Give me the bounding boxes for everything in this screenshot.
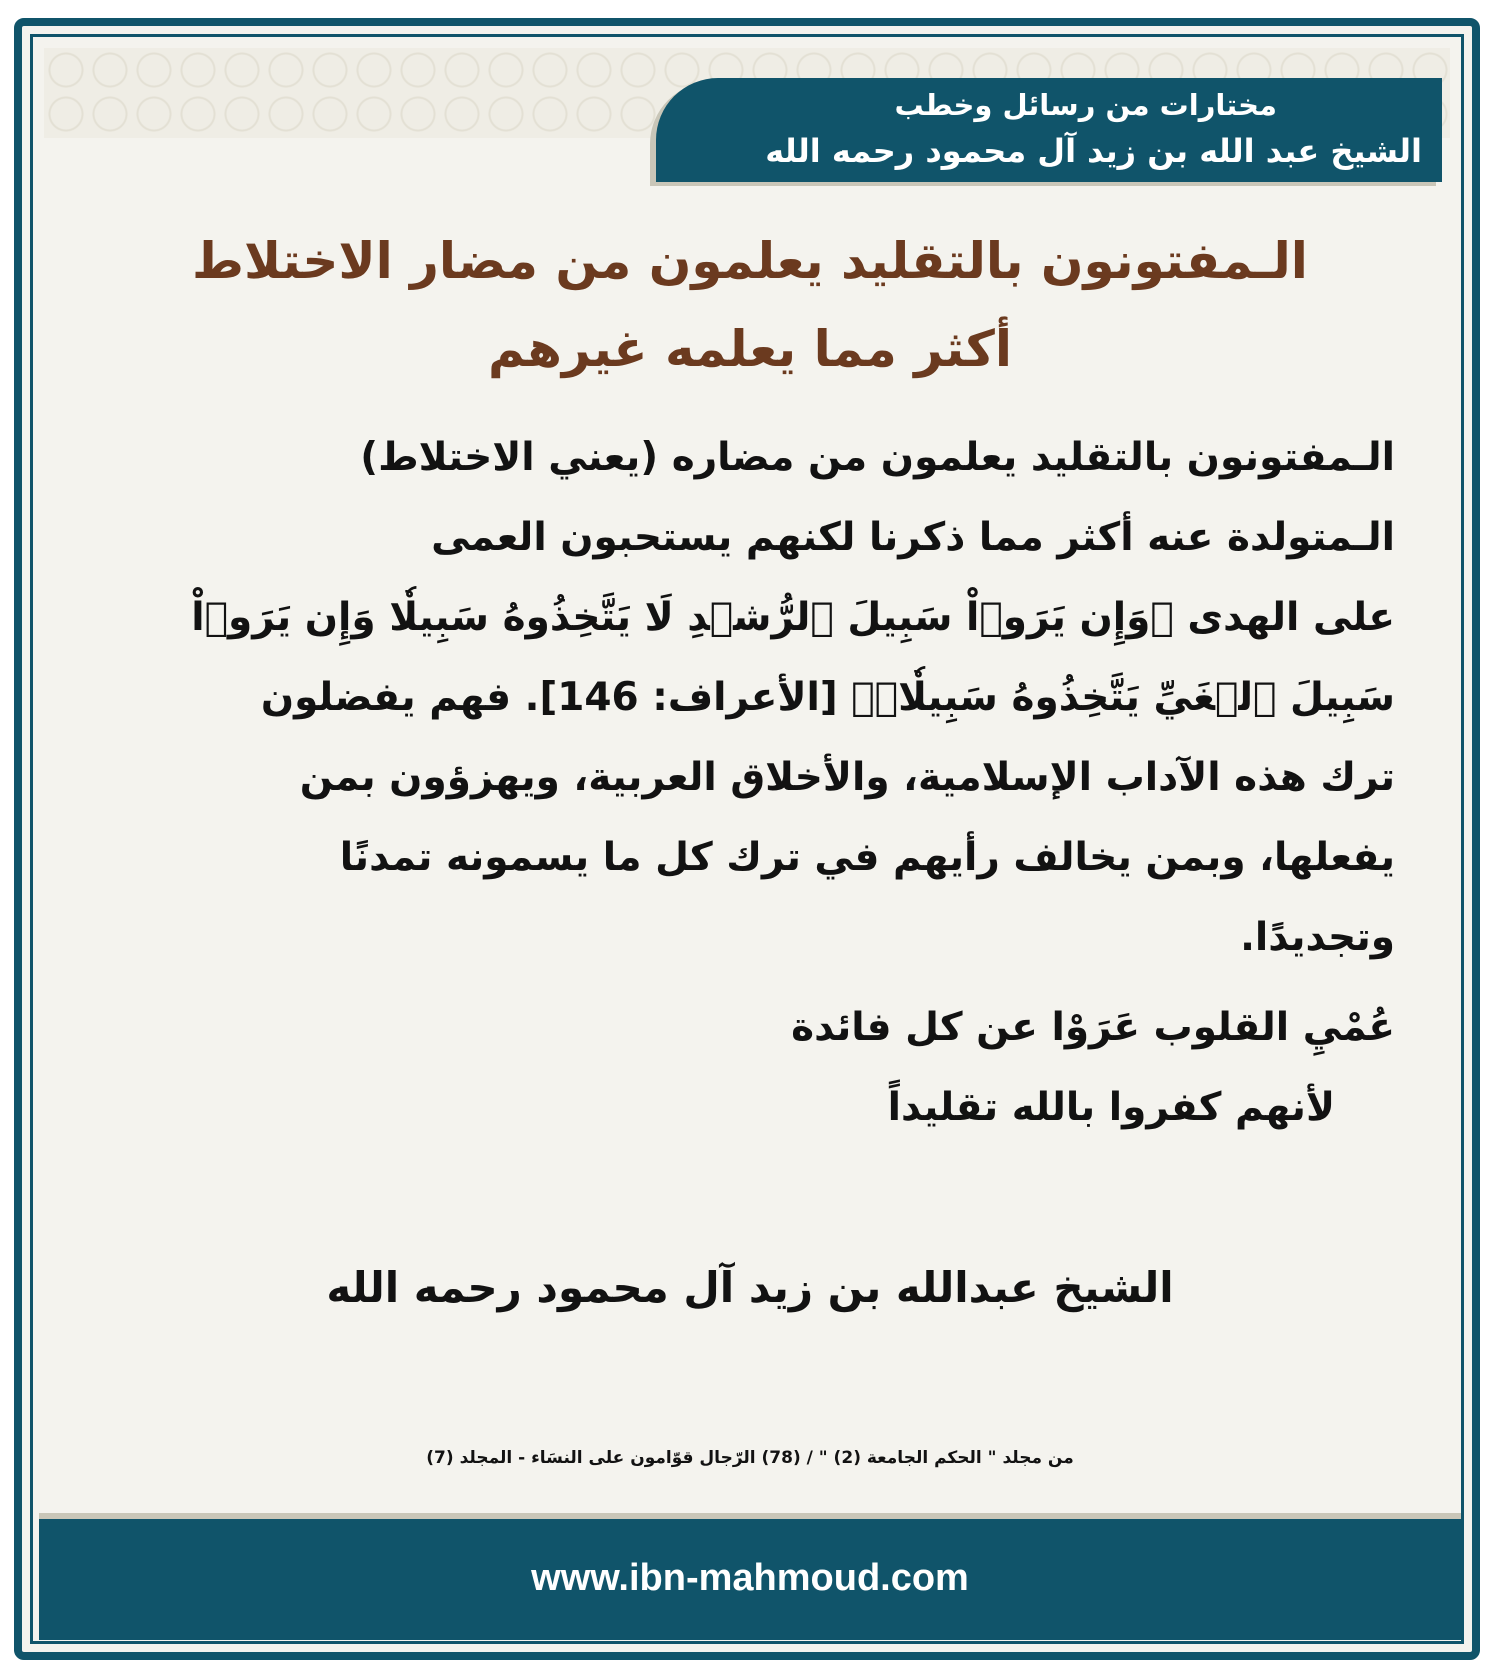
body-line-3: على الهدى ﴿وَإِن يَرَوۡاْ سَبِيلَ ٱلرُّشۡدِ لَا يَتَّخِذُوهُ سَبِيلٗا وَإِن يَرَوۡاْ xyxy=(191,595,1395,640)
header-banner xyxy=(656,78,1442,182)
header-author: الشيخ عبد الله بن زيد آل محمود رحمه الله xyxy=(765,132,1422,170)
article-title-line-2: أكثر مما يعلمه غيرهم xyxy=(488,320,1012,378)
body-line-4: سَبِيلَ ٱلۡغَيِّ يَتَّخِذُوهُ سَبِيلٗاۚ﴾ [الأعراف: 146]. فهم يفضلون xyxy=(260,675,1395,720)
article-title-line-1: الـمفتونون بالتقليد يعلمون من مضار الاختلاط xyxy=(192,232,1308,290)
footer-bar xyxy=(39,1513,1461,1640)
author-signature: الشيخ عبدالله بن زيد آل محمود رحمه الله xyxy=(326,1263,1174,1312)
website-link[interactable]: www.ibn-mahmoud.com xyxy=(531,1557,969,1599)
body-line-5: ترك هذه الآداب الإسلامية، والأخلاق العربية، ويهزؤون بمن xyxy=(299,755,1395,800)
body-line-1: الـمفتونون بالتقليد يعلمون من مضاره (يعني الاختلاط) xyxy=(360,435,1395,480)
header-series-title: مختارات من رسائل وخطب xyxy=(894,88,1277,122)
source-citation: من مجلد " الحكم الجامعة (2) " / (78) الرّجال قوّامون على النسَاء - المجلد (7) xyxy=(426,1448,1074,1468)
body-line-7: وتجديدًا. xyxy=(1240,915,1395,960)
body-line-6: يفعلها، وبمن يخالف رأيهم في ترك كل ما يسمونه تمدنًا xyxy=(339,835,1395,880)
poem-verse-1: عُمْيِ القلوب عَرَوْا عن كل فائدة xyxy=(791,1005,1395,1050)
poem-verse-2: لأنهم كفروا بالله تقليداً xyxy=(887,1085,1335,1130)
body-line-2: الـمتولدة عنه أكثر مما ذكرنا لكنهم يستحبون العمى xyxy=(431,515,1395,560)
